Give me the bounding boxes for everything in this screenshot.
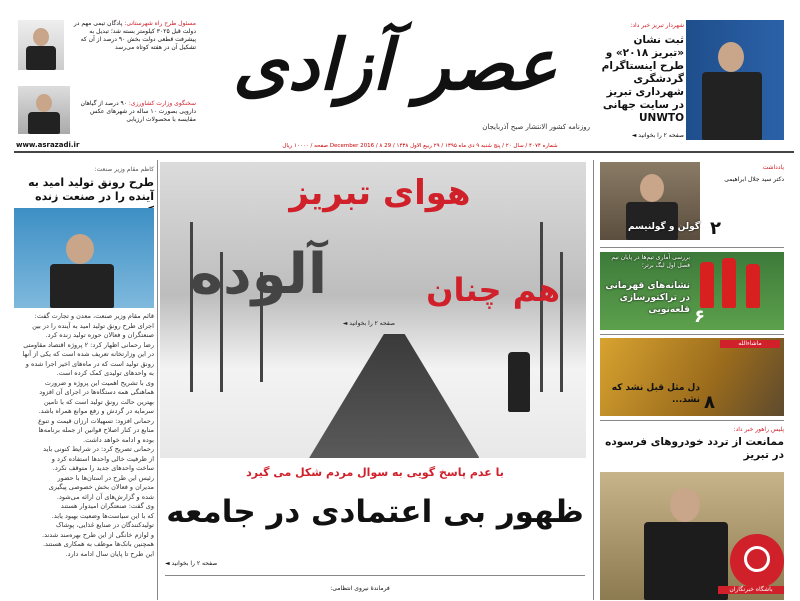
website[interactable]: www.asrazadi.ir bbox=[16, 141, 80, 149]
right-item-1-kicker: یادداشت bbox=[762, 164, 784, 171]
news-agency-badge bbox=[730, 534, 784, 588]
top-right-headline: ثبت نشان «تبریز ۲۰۱۸» و طرح اینستاگرام گردشگری شهرداری تبریز در سایت جهانی UNWTO bbox=[601, 34, 684, 124]
main-photo bbox=[160, 162, 586, 458]
right-item-1[interactable] bbox=[600, 162, 784, 242]
right-item-1-author: دکتر سید جلال ابراهیمی bbox=[724, 176, 784, 183]
left-column-divider bbox=[157, 160, 158, 600]
masthead-divider bbox=[14, 151, 794, 153]
top-left-item-2-text: ۹۰ درصد از گیاهان دارویی بصورت ۱۰ ساله در شهرهای عکس مقایسه با محصولات ارزیابی bbox=[80, 100, 196, 123]
top-left-item-1[interactable] bbox=[18, 20, 196, 76]
left-column bbox=[14, 160, 154, 600]
right-item-4-headline: ممانعت از تردد خودروهای فرسوده در تبریز bbox=[605, 436, 784, 461]
right-item-3-label: ماشاءالله bbox=[720, 340, 780, 348]
top-right-story[interactable] bbox=[598, 20, 784, 140]
left-headline[interactable]: طرح رونق تولید امید به آینده را در صنعت زنده bbox=[28, 176, 154, 203]
left-kicker: کاظم مقام وزیر صنعت: bbox=[94, 166, 154, 173]
right-item-3-number: ۸ bbox=[704, 392, 715, 413]
right-item-2-kicker: بررسی آماری تیم‌ها در پایان نیم فصل اول لیگ برتر؛ bbox=[611, 254, 690, 269]
right-item-1-headline: گولن و گولنیسم bbox=[627, 222, 700, 232]
mayor-photo bbox=[686, 20, 784, 140]
right-column-divider bbox=[593, 160, 594, 600]
main-headline-3: آلوده bbox=[190, 242, 328, 307]
left-body: قائم مقام وزیر صنعت، معدن و تجارت گفت: اجرای طرح رونق تولید امید به آینده را در بین صنعتگران و فعالان حوزه تولید زنده کرد. رضا رحمانی اظهار کرد: ۲ پروژه اقتصاد مقاومتی در این وزارتخانه تعریف شده است که یکی از آنها رونق تولید است که در ماه‌های اخیر اجرا شده و به واحدهای تولیدی کمک کرده است. وی با تشریح اهمیت این پروژه و ضرورت هماهنگی همه دستگاه‌ها در اجرای آن افزود بهترین حالت رونق تولید است که با تامین سرمایه در گردش و رفع موانع همراه باشد. رحمانی افزود: تسهیلات ارزان قیمت و تنوع منابع در کنار اصلاح قوانین از جمله برنامه‌ها بوده و ادامه خواهد داشت. رحمانی تصریح کرد: در شرایط کنونی باید از ظرفیت خالی واحدها استفاده کرد و ساخت واحدهای جدید را متوقف نکرد. رئیس این طرح در استان‌ها با حضور مدیران و فعالان بخش خصوصی پیگیری شده و گزارش‌های آن ارائه می‌شود. وی گفت: صنعتگران امیدوار هستند که با این سیاست‌ها وضعیت بهبود یابد. تولیدکنندگان در صنایع غذایی، پوشاک و لوازم خانگی از این طرح بهره‌مند شدند. همچنین بانک‌ها موظف به همکاری هستند. این طرح تا پایان سال ادامه دارد. bbox=[22, 312, 154, 558]
top-right-kicker: شهردار تبریز خبر داد: bbox=[630, 22, 684, 29]
badge-logo-icon bbox=[744, 546, 770, 572]
main-ref[interactable]: صفحه ۲ را بخوانید ◄ bbox=[165, 560, 218, 567]
official-photo-2 bbox=[18, 86, 70, 134]
top-left-item-2-kicker: سخنگوی وزارت کشاورزی: bbox=[128, 100, 196, 107]
official-photo bbox=[18, 20, 64, 70]
right-item-3[interactable] bbox=[600, 338, 784, 416]
news-agency-label: باشگاه خبرنگاران bbox=[718, 586, 784, 594]
bottom-kicker: فرماندهٔ نیروی انتظامی: bbox=[330, 585, 390, 592]
deputy-minister-photo bbox=[14, 208, 154, 308]
walking-man bbox=[508, 352, 530, 412]
main-kicker: با عدم پاسخ گویی به سوال مردم شکل می گیرد bbox=[246, 466, 504, 479]
right-item-4[interactable] bbox=[600, 424, 784, 600]
main-headline[interactable]: ظهور بی اعتمادی در جامعه bbox=[166, 494, 584, 530]
right-item-2-headline: نشانه‌های قهرمانی در تراکتورسازی قلعه‌نویی bbox=[605, 281, 690, 315]
main-headline-1: هوای تبریز bbox=[289, 173, 471, 213]
top-left-item-1-kicker: مسئول طرح راه شهرستانی: bbox=[124, 20, 196, 27]
main-photo-ref[interactable]: صفحه ۲ را بخوانید ◄ bbox=[342, 320, 395, 327]
masthead-logo[interactable]: عصر آزادی bbox=[232, 23, 558, 106]
top-left-item-2[interactable] bbox=[18, 86, 196, 136]
right-item-2-number: ۶ bbox=[694, 306, 705, 327]
top-left-item-1-text: پادگان تیمی مهم در دولت قبل ۳۰۲۵ کیلومتر بسته شد؛ تبدیل به پیشرفت قطعی دولت بخش ۹۰ درصد از آن که تشکیل آن در هفته کوتاه می‌رسد bbox=[73, 20, 196, 51]
top-right-ref[interactable]: صفحه ۲ را بخوانید ◄ bbox=[631, 132, 684, 139]
issue-line: شماره ۴۰۷۴ / سال ۲۰ / پنج شنبه ۹ دی ماه ۱۳۹۵ / ۲۹ ربیع الاول ۱۴۳۸ / 29 December 2016 / ۸ صفحه / ۱۰۰۰۰ ریال bbox=[282, 143, 558, 149]
main-headline-2: هم چنان bbox=[426, 271, 560, 309]
right-item-1-number: ۲ bbox=[710, 218, 721, 239]
masthead-subtitle: روزنامه کشور الانتشار صبح آذربایجان bbox=[482, 123, 590, 131]
masthead bbox=[200, 20, 590, 130]
right-item-2[interactable] bbox=[600, 252, 784, 330]
main-bottom-divider bbox=[165, 575, 585, 576]
right-item-3-headline: دل مثل قبل نشد که نشد... bbox=[611, 383, 700, 405]
right-item-4-kicker: پلیس راهور خبر داد: bbox=[733, 426, 784, 433]
